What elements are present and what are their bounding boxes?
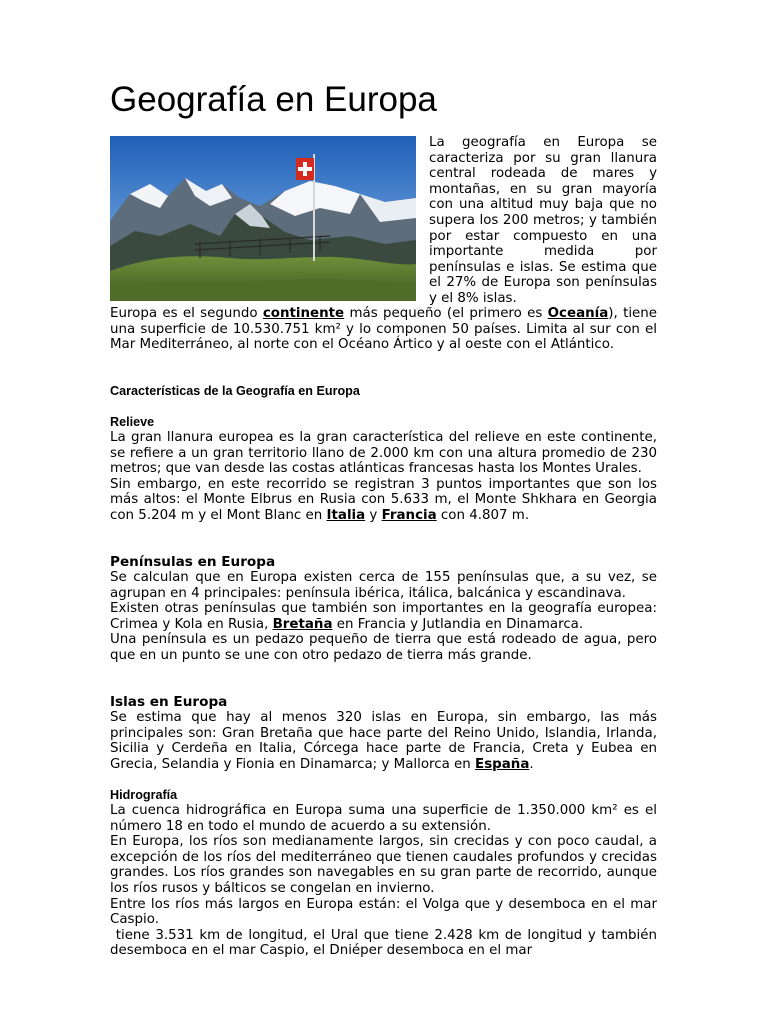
intro-text-2: [110, 306, 657, 353]
peninsulas-text-part: en Francia y Jutlandia en Dinamarca.: [332, 616, 584, 632]
alps-photo: [110, 136, 416, 301]
heading-islas: Islas en Europa: [110, 694, 228, 710]
islas-text-part: .: [529, 756, 534, 772]
intro-paragraph-right: [429, 135, 657, 307]
intro-text-part: ), tiene una superficie de 10.530.751 km² y lo componen 50 países. Limita al sur con el Mar Mediterráneo, al norte con el Océano Ártico y al oeste con el Atlántico.: [110, 306, 658, 353]
heading-caracteristicas: Características de la Geografía en Europa: [110, 384, 360, 398]
link-italia[interactable]: Italia: [326, 507, 366, 523]
islas-text-part: Se estima que hay al menos 320 islas en Europa, sin embargo, las más principales son: Gran Bretaña que hace parte del Reino Unido, Islandia, Irlanda, Sicilia y Cerdeña en Italia, Córcega hace parte de Francia, Creta y Eubea en Grecia, Selandia y Fionia en Dinamarca; y Mallorca en: [110, 710, 657, 772]
section-relieve: [110, 415, 657, 524]
link-bretana[interactable]: Bretaña: [272, 616, 333, 632]
intro-paragraph-continued: [110, 306, 657, 353]
peninsulas-paragraph-2: [110, 601, 657, 632]
islas-paragraph-1: [110, 710, 657, 772]
relieve-text-part: Sin embargo, en este recorrido se registran 3 puntos importantes que son los más altos: el Monte Elbrus en Rusia con 5.633 m, el Monte Shkhara en Georgia con 5.204 m y el Mont Blanc en: [110, 476, 657, 523]
relieve-text-part: con 4.807 m.: [436, 507, 530, 523]
heading-relieve: Relieve: [110, 415, 155, 429]
section-caracteristicas: [110, 384, 657, 401]
relieve-paragraph-1: La gran llanura europea es la gran característica del relieve en este continente, se refiere a un gran territorio llano de 2.000 km con una altura promedio de 230 metros; que van desde las costas atlánticas francesas hasta los Montes Urales.: [110, 430, 657, 477]
link-francia[interactable]: Francia: [381, 507, 437, 523]
intro-text-part: más pequeño (el primero es: [344, 306, 548, 321]
relieve-text-part: y: [365, 507, 382, 523]
intro-text: La geografía en Europa se caracteriza por su gran llanura central rodeada de mares y montañas, en su gran mayoría con una altitud muy baja que no supera los 200 metros; y también por estar compuesto en una importante medida por penínsulas e islas. Se estima que el 27% de Europa son penínsulas y el 8% islas.: [429, 135, 657, 306]
intro-text-part: Europa es el segundo: [110, 306, 263, 321]
peninsulas-text-part: Existen otras penínsulas que también son importantes en la geografía europea: Crimea y Kola en Rusia,: [110, 601, 657, 632]
link-espana[interactable]: España: [475, 756, 530, 772]
heading-hidrografia: Hidrografía: [110, 788, 178, 802]
page-title: Geografía en Europa: [110, 80, 437, 119]
link-continente[interactable]: continente: [262, 306, 345, 321]
hidrografia-paragraph-3: Entre los ríos más largos en Europa están: el Volga que y desemboca en el mar Caspio.: [110, 896, 657, 928]
section-islas: [110, 694, 657, 772]
hidrografia-paragraph-1: La cuenca hidrográfica en Europa suma una superficie de 1.350.000 km² es el número 18 en todo el mundo de acuerdo a su extensión.: [110, 803, 657, 834]
hidrografia-paragraph-2: En Europa, los ríos son medianamente largos, sin crecidas y con poco caudal, a excepción de los ríos del mediterráneo que tienen caudales profundos y crecidas grandes. Los ríos grandes son navegables en su gran parte de recorrido, aunque los ríos rusos y bálticos se congelan en invierno.: [110, 834, 657, 896]
heading-peninsulas: Penínsulas en Europa: [110, 554, 276, 570]
section-peninsulas: [110, 554, 657, 664]
link-oceania[interactable]: Oceanía: [547, 306, 609, 321]
hidrografia-paragraph-4: tiene 3.531 km de longitud, el Ural que tiene 2.428 km de longitud y también desemboca en el mar Caspio, el Dniéper desemboca en el mar: [110, 927, 662, 959]
section-hidrografia: [110, 788, 662, 959]
peninsulas-paragraph-1: Se calculan que en Europa existen cerca de 155 penínsulas que, a su vez, se agrupan en 4 principales: península ibérica, itálica, balcánica y escandinava.: [110, 570, 657, 601]
peninsulas-paragraph-3: Una península es un pedazo pequeño de tierra que está rodeado de agua, pero que en un punto se une con otro pedazo de tierra más grande.: [110, 632, 657, 663]
relieve-paragraph-2: [110, 477, 657, 524]
